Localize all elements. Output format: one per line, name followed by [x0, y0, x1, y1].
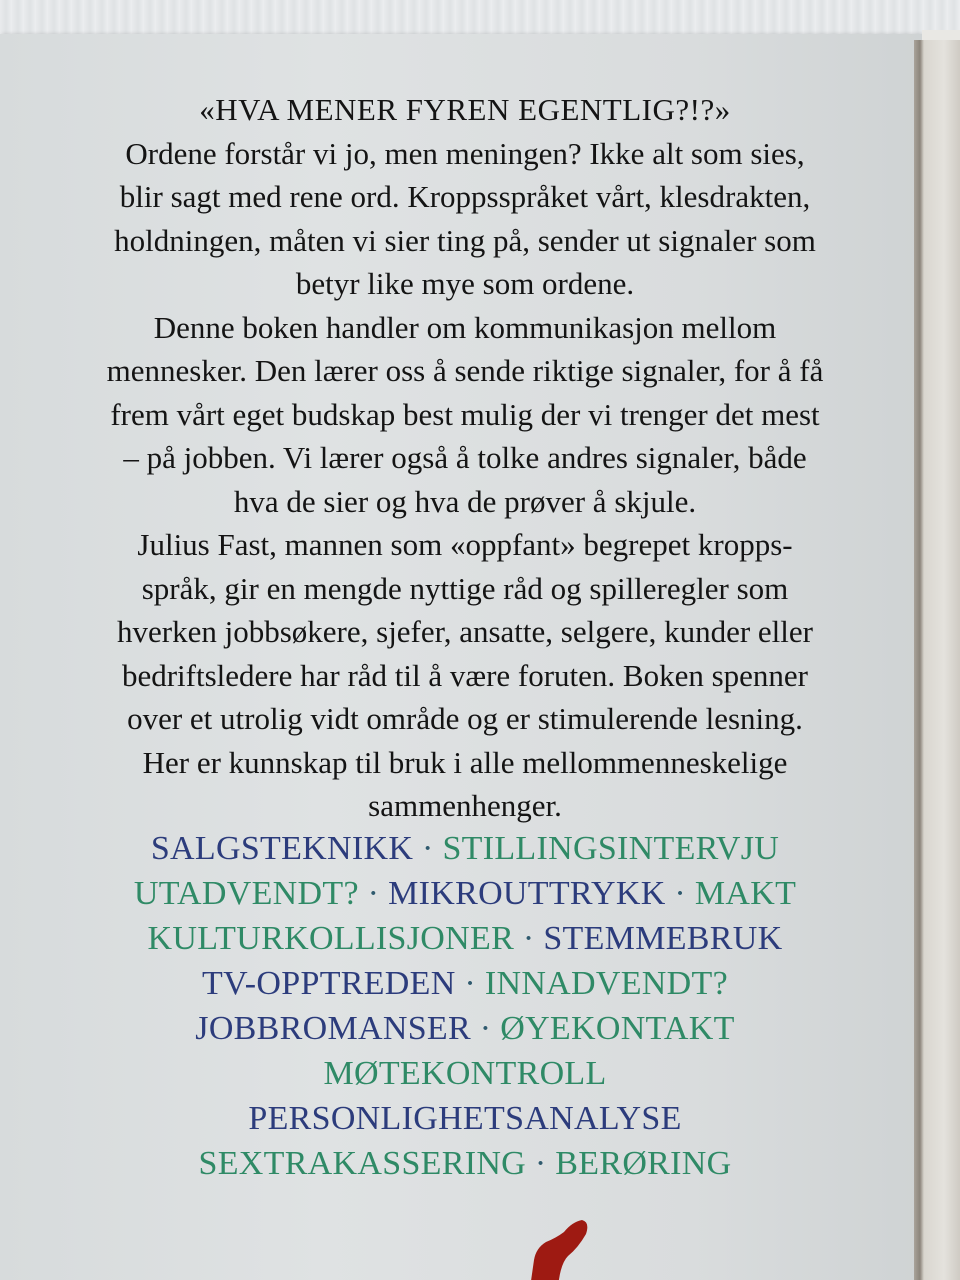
keyword: MAKT: [694, 875, 797, 912]
keyword: PERSONLIGHETSANALYSE: [248, 1100, 682, 1137]
text-line: mennesker. Den lærer oss å sende riktige signaler, for å få: [106, 353, 824, 388]
keyword-list: [30, 826, 900, 1186]
keyword-line-4: [30, 961, 900, 1006]
keyword-line-7: [30, 1096, 900, 1141]
keyword-line-6: [30, 1051, 900, 1096]
keyword: JOBBROMANSER: [195, 1010, 471, 1047]
keyword-separator: ·: [674, 875, 687, 912]
keyword: INNADVENDT?: [484, 965, 728, 1002]
keyword-separator: ·: [464, 965, 477, 1002]
headline: «HVA MENER FYREN EGENTLIG?!?»: [199, 92, 731, 127]
keyword: STEMMEBRUK: [543, 920, 783, 957]
text-line: Denne boken handler om kommunikasjon mellom: [153, 309, 777, 345]
text-line: holdningen, måten vi sier ting på, sender ut signaler som: [114, 222, 816, 258]
keyword-line-5: [30, 1006, 900, 1051]
keyword-line-1: [30, 826, 900, 871]
keyword: MØTEKONTROLL: [323, 1055, 607, 1092]
text-line: Julius Fast, mannen som «oppfant» begrepet kropps-: [137, 527, 793, 562]
text-line: Ordene forstår vi jo, men meningen? Ikke alt som sies,: [125, 135, 805, 171]
keyword: MIKROUTTRYKK: [388, 875, 666, 912]
text-line: hverken jobbsøkere, sjefer, ansatte, selgere, kunder eller: [117, 614, 813, 649]
keyword-separator: ·: [522, 920, 535, 957]
book-spine: [914, 40, 960, 1280]
text-line: Her er kunnskap til bruk i alle mellommenneskelige: [142, 744, 788, 780]
text-line: frem vårt eget budskap best mulig der vi trenger det mest: [110, 396, 820, 432]
keyword: BERØRING: [555, 1145, 732, 1182]
keyword-separator: ·: [534, 1145, 547, 1182]
keyword: ØYEKONTAKT: [500, 1010, 735, 1047]
text-line: bedriftsledere har råd til å være foruten. Boken spenner: [121, 657, 809, 693]
text-line: betyr like mye som ordene.: [295, 266, 635, 301]
keyword: KULTURKOLLISJONER: [147, 920, 515, 957]
text-line: – på jobben. Vi lærer også å tolke andres signaler, både: [123, 440, 807, 475]
text-line: blir sagt med rene ord. Kroppsspråket vårt, klesdrakten,: [119, 179, 811, 214]
keyword: STILLINGSINTERVJU: [442, 830, 780, 867]
red-cover-graphic: [512, 1208, 592, 1280]
keyword: UTADVENDT?: [133, 875, 359, 912]
text-line: språk, gir en mengde nyttige råd og spilleregler som: [141, 570, 789, 606]
paragraph-2: [30, 306, 900, 524]
blurb-text: [30, 88, 900, 828]
text-line: sammenhenger.: [368, 788, 562, 823]
keyword: SEXTRAKASSERING: [198, 1145, 527, 1182]
keyword: SALGSTEKNIKK: [150, 830, 414, 867]
keyword-separator: ·: [479, 1010, 492, 1047]
paragraph-3: [30, 523, 900, 828]
keyword: TV-OPPTREDEN: [202, 965, 456, 1002]
keyword-separator: ·: [367, 875, 380, 912]
text-line: hva de sier og hva de prøver å skjule.: [233, 483, 697, 519]
keyword-line-3: [30, 916, 900, 961]
paragraph-1: [30, 132, 900, 306]
keyword-line-8: [30, 1141, 900, 1186]
keyword-line-2: [30, 871, 900, 916]
text-line: over et utrolig vidt område og er stimulerende lesning.: [127, 701, 803, 736]
keyword-separator: ·: [422, 830, 434, 867]
